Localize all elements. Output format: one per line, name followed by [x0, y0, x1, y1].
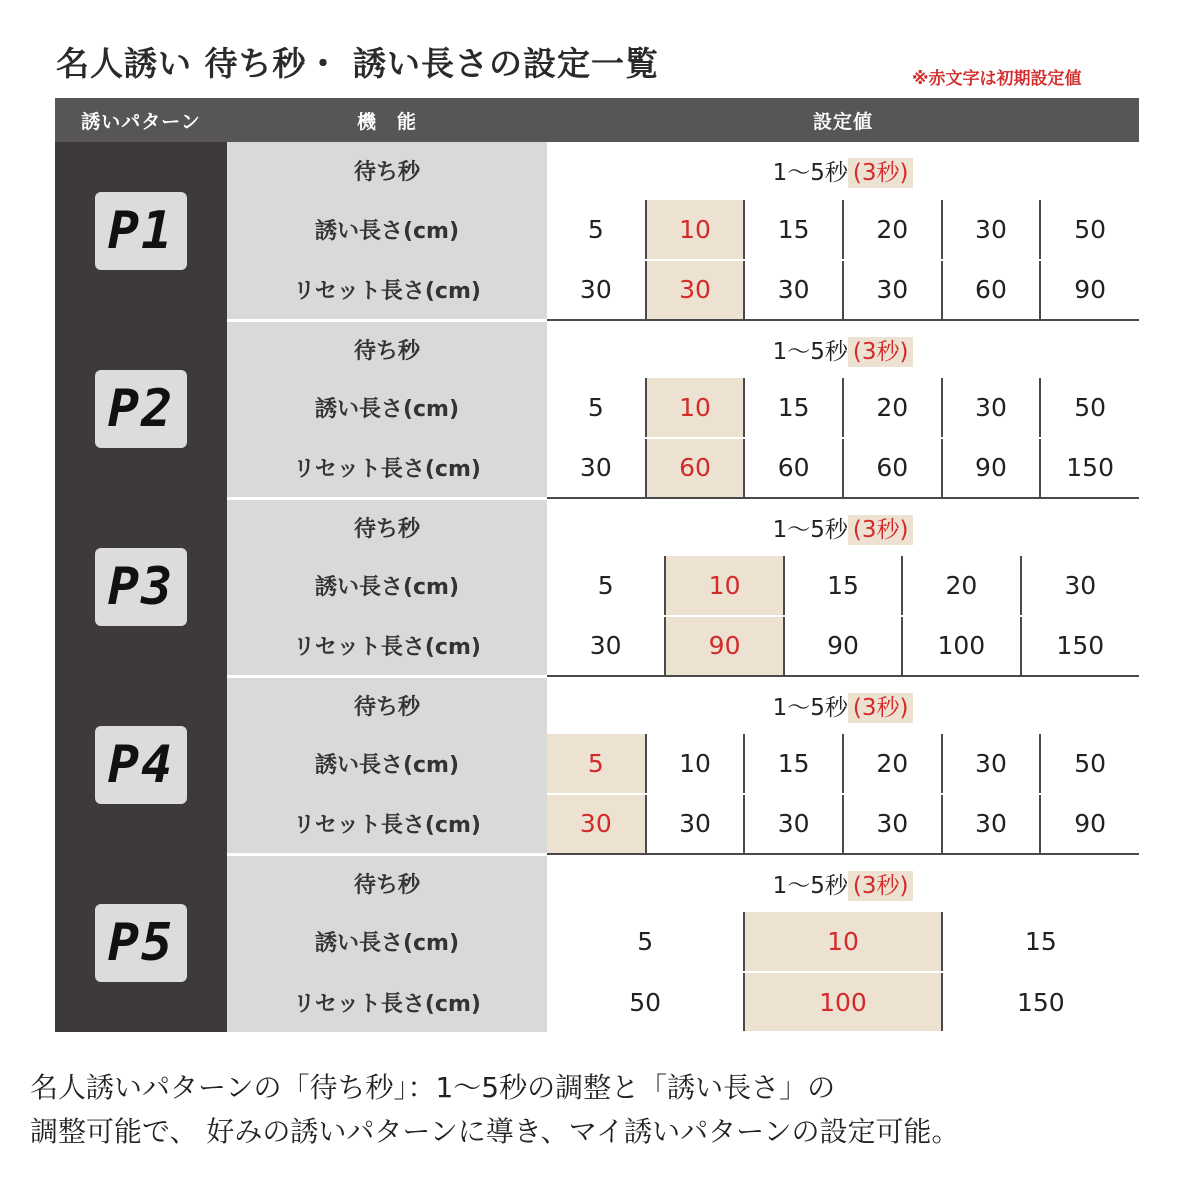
wait-default: (3秒)	[848, 337, 914, 367]
lure-length-value: 15	[744, 200, 843, 259]
table-row	[55, 676, 1139, 733]
pattern-cell	[55, 676, 227, 854]
reset-length-value: 30	[843, 261, 942, 319]
wait-default: (3秒)	[848, 693, 914, 723]
lure-length-value: 20	[843, 200, 942, 259]
value-grid	[547, 734, 1139, 793]
reset-length-value: 100	[902, 617, 1020, 675]
wait-seconds-value	[547, 333, 1139, 366]
header-function: 機 能	[227, 98, 547, 142]
lure-length-value: 50	[1040, 200, 1139, 259]
value-cell	[547, 616, 1139, 676]
pattern-cell	[55, 142, 227, 320]
wait-range: 1〜5秒	[772, 516, 848, 543]
lure-length-value: 15	[942, 912, 1139, 971]
reset-length-value: 30	[744, 261, 843, 319]
lure-length-value: 15	[784, 556, 902, 615]
reset-length-value: 30	[942, 795, 1041, 853]
reset-length-value: 90	[1040, 795, 1139, 853]
value-grid	[547, 973, 1139, 1031]
footer-text	[30, 1066, 960, 1154]
value-grid	[547, 200, 1139, 259]
reset-length-value: 60	[646, 439, 745, 497]
function-label: 待ち秒	[227, 854, 547, 911]
table-row	[55, 854, 1139, 911]
pattern-cell	[55, 498, 227, 676]
function-label: 待ち秒	[227, 320, 547, 377]
reset-length-value: 30	[646, 795, 745, 853]
lure-length-value: 10	[646, 200, 745, 259]
value-cell	[547, 142, 1139, 199]
wait-seconds-value	[547, 511, 1139, 544]
reset-length-value: 150	[1021, 617, 1139, 675]
lure-length-value: 5	[597, 571, 614, 600]
page-title: 名人誘い 待ち秒・ 誘い長さの設定一覧	[56, 44, 659, 83]
value-grid	[547, 617, 1139, 675]
reset-length-value: 30	[646, 261, 745, 319]
pattern-display-icon: P3	[95, 548, 187, 626]
header-value: 設定値	[547, 98, 1139, 142]
function-label: 誘い長さ(cm)	[227, 555, 547, 616]
function-label: リセット長さ(cm)	[227, 616, 547, 676]
function-label: 誘い長さ(cm)	[227, 911, 547, 972]
lure-length-value: 10	[646, 734, 745, 793]
lure-length-value: 30	[942, 200, 1041, 259]
reset-length-value: 150	[942, 973, 1139, 1031]
value-cell	[547, 972, 1139, 1032]
reset-length-value: 150	[1040, 439, 1139, 497]
reset-length-value: 30	[744, 795, 843, 853]
reset-length-value: 90	[1040, 261, 1139, 319]
value-cell	[547, 555, 1139, 616]
table-header-row	[55, 98, 1139, 142]
wait-range: 1〜5秒	[772, 160, 848, 186]
lure-length-value: 50	[1040, 378, 1139, 437]
lure-length-value: 15	[744, 734, 843, 793]
wait-default: (3秒)	[848, 871, 914, 901]
function-label: 待ち秒	[227, 676, 547, 733]
wait-default: (3秒)	[848, 158, 914, 188]
default-note: ※赤文字は初期設定値	[912, 69, 1082, 89]
wait-range: 1〜5秒	[772, 872, 848, 899]
lure-length-value: 10	[646, 378, 745, 437]
reset-length-value: 30	[589, 631, 622, 660]
pattern-display-icon: P1	[95, 192, 187, 270]
reset-length-value: 90	[784, 617, 902, 675]
lure-length-value: 20	[843, 378, 942, 437]
wait-seconds-value	[547, 154, 1139, 187]
wait-seconds-value	[547, 689, 1139, 722]
function-label: 誘い長さ(cm)	[227, 733, 547, 794]
function-label: リセット長さ(cm)	[227, 438, 547, 498]
value-cell	[547, 320, 1139, 377]
lure-length-value: 30	[1021, 556, 1139, 615]
value-cell	[547, 498, 1139, 555]
function-label: 待ち秒	[227, 498, 547, 555]
value-grid	[547, 439, 1139, 497]
lure-length-value: 30	[942, 734, 1041, 793]
reset-length-value: 50	[629, 987, 662, 1017]
wait-seconds-value	[547, 867, 1139, 900]
function-label: リセット長さ(cm)	[227, 260, 547, 320]
header-pattern: 誘いパターン	[55, 98, 227, 142]
value-grid	[547, 912, 1139, 971]
table-row	[55, 498, 1139, 555]
lure-length-value: 15	[744, 378, 843, 437]
footer-line-1: 名人誘いパターンの「待ち秒」：1〜5秒の調整と「誘い長さ」の	[30, 1071, 836, 1104]
value-cell	[547, 794, 1139, 854]
lure-length-value: 5	[637, 927, 654, 956]
lure-length-value: 20	[843, 734, 942, 793]
lure-length-value: 20	[902, 556, 1020, 615]
function-label: 待ち秒	[227, 142, 547, 199]
value-grid	[547, 556, 1139, 615]
value-cell	[547, 854, 1139, 911]
pattern-cell	[55, 320, 227, 498]
reset-length-value: 60	[942, 261, 1041, 319]
pattern-cell	[55, 854, 227, 1032]
reset-length-value: 60	[744, 439, 843, 497]
lure-length-value: 10	[744, 912, 941, 971]
reset-length-value: 30	[547, 795, 646, 853]
value-cell	[547, 911, 1139, 972]
value-grid	[547, 795, 1139, 853]
value-cell	[547, 438, 1139, 498]
reset-length-value: 90	[665, 617, 783, 675]
reset-length-value: 100	[744, 973, 941, 1031]
reset-length-value: 30	[579, 453, 612, 482]
footer-line-2: 調整可能で、 好みの誘いパターンに導き、マイ誘いパターンの設定可能。	[30, 1115, 960, 1148]
wait-default: (3秒)	[848, 515, 914, 545]
lure-length-value: 50	[1040, 734, 1139, 793]
lure-length-value: 5	[587, 215, 604, 244]
settings-table	[55, 98, 1139, 1032]
reset-length-value: 90	[942, 439, 1041, 497]
function-label: リセット長さ(cm)	[227, 972, 547, 1032]
lure-length-value: 10	[665, 556, 783, 615]
table-body	[55, 142, 1139, 1032]
value-grid	[547, 261, 1139, 319]
reset-length-value: 30	[579, 275, 612, 304]
wait-range: 1〜5秒	[772, 338, 848, 365]
value-cell	[547, 676, 1139, 733]
value-cell	[547, 199, 1139, 260]
table-row	[55, 142, 1139, 199]
function-label: 誘い長さ(cm)	[227, 377, 547, 438]
lure-length-value: 5	[547, 734, 646, 793]
table-row	[55, 320, 1139, 377]
lure-length-value: 30	[942, 378, 1041, 437]
reset-length-value: 60	[843, 439, 942, 497]
pattern-display-icon: P2	[95, 370, 187, 448]
reset-length-value: 30	[843, 795, 942, 853]
pattern-display-icon: P4	[95, 726, 187, 804]
value-cell	[547, 733, 1139, 794]
wait-range: 1〜5秒	[772, 694, 848, 721]
value-cell	[547, 377, 1139, 438]
value-grid	[547, 378, 1139, 437]
pattern-display-icon: P5	[95, 904, 187, 982]
function-label: リセット長さ(cm)	[227, 794, 547, 854]
value-cell	[547, 260, 1139, 320]
lure-length-value: 5	[587, 393, 604, 422]
function-label: 誘い長さ(cm)	[227, 199, 547, 260]
